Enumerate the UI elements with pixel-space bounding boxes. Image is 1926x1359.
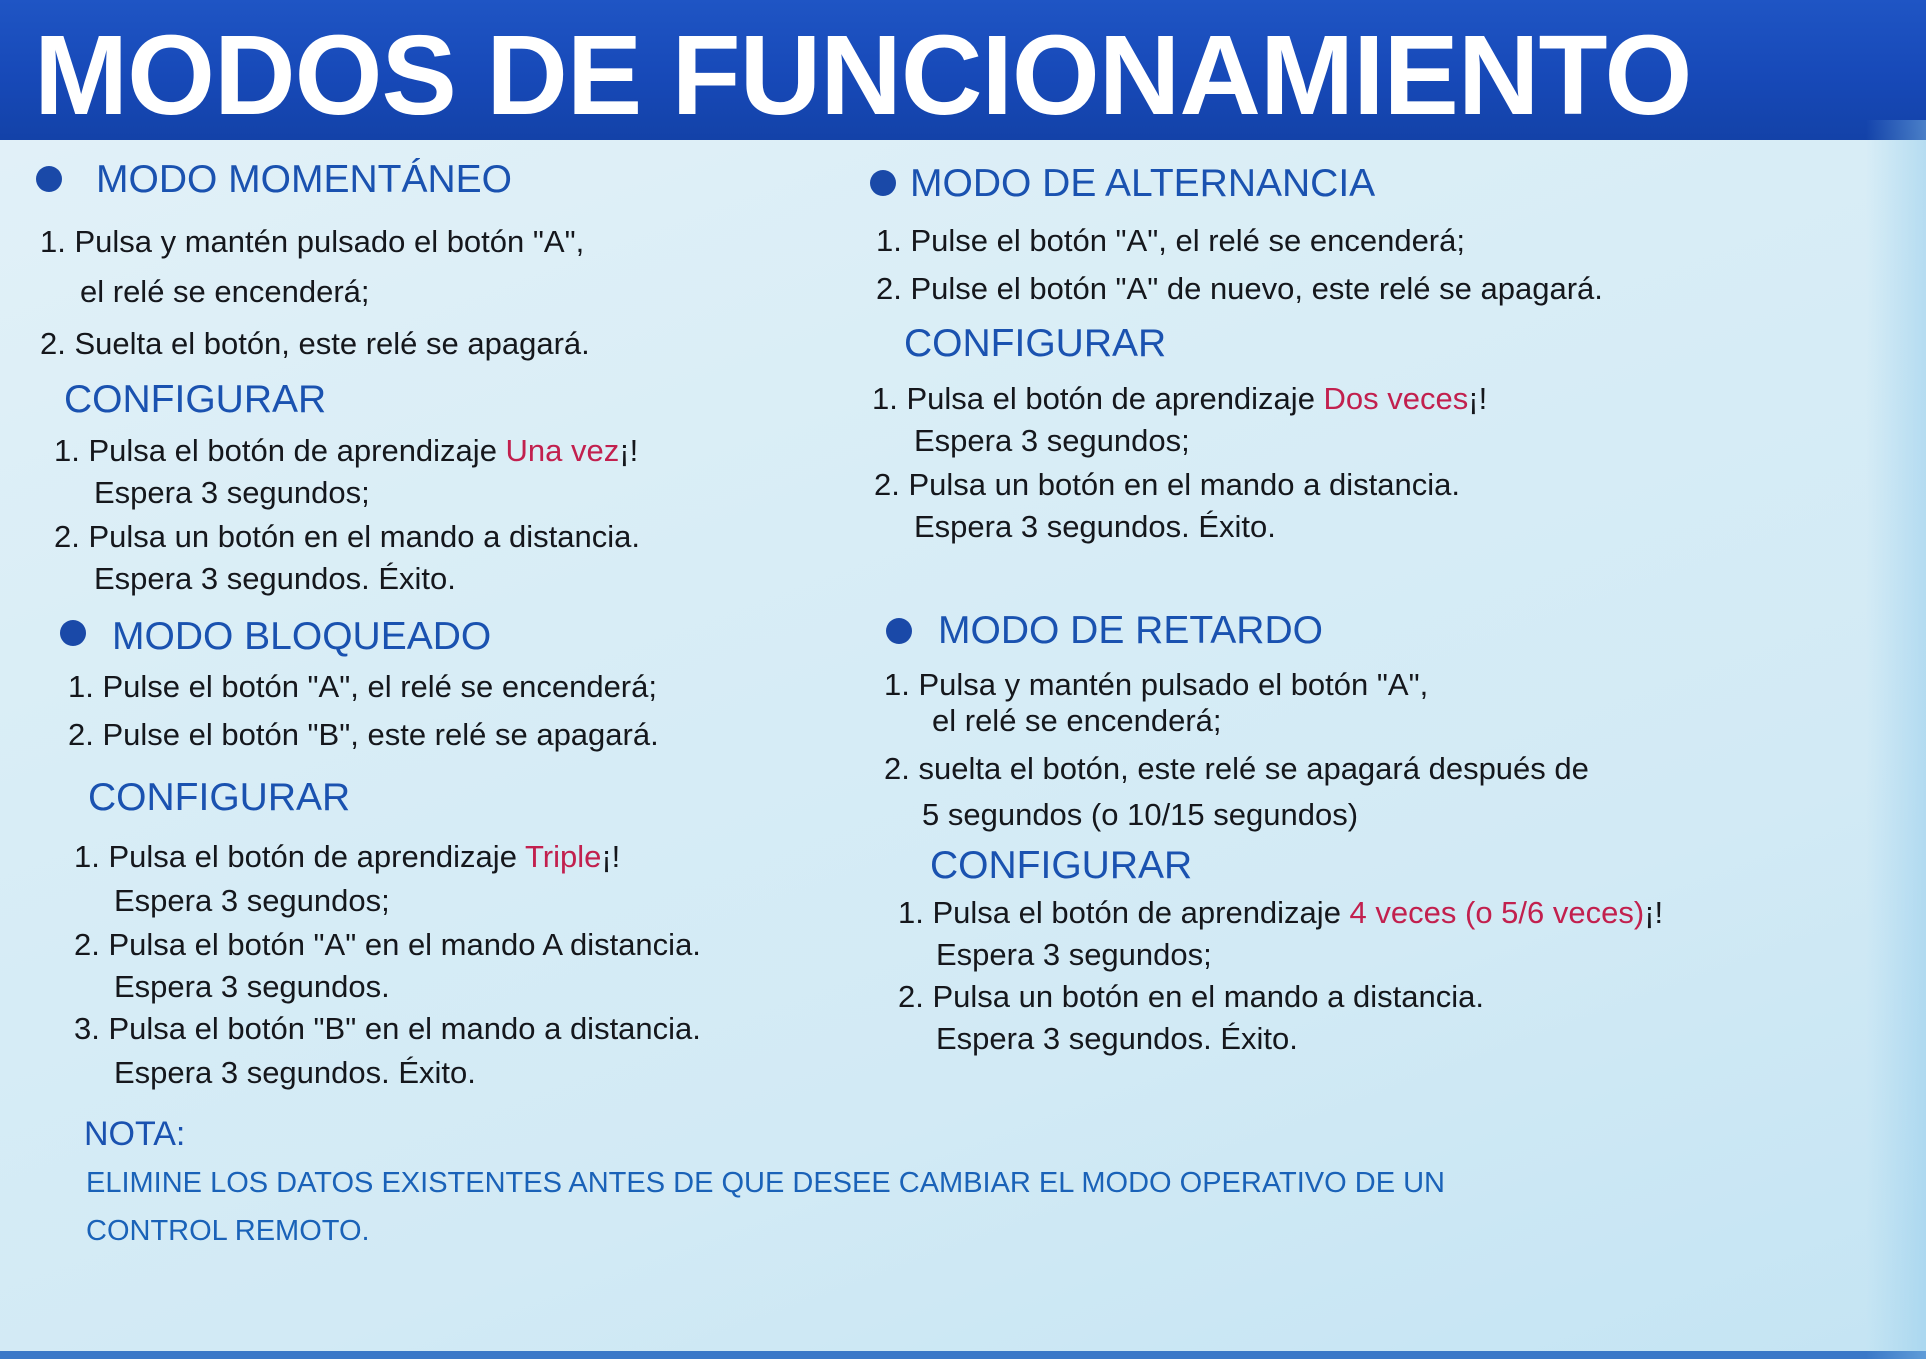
config-heading-bloqueado: CONFIGURAR (88, 776, 351, 819)
highlight-text: Triple (524, 839, 602, 874)
alternancia-config-step-1: 1. Pulsa el botón de aprendizaje Dos veces¡! (872, 381, 1488, 416)
momentaneo-config-step-1: 1. Pulsa el botón de aprendizaje Una vez¡! (54, 433, 639, 468)
alternancia-step-2: 2. Pulse el botón "A" de nuevo, este relé se apagará. (876, 271, 1603, 306)
momentaneo-step-2: 2. Suelta el botón, este relé se apagará. (40, 326, 590, 361)
retardo-step-2-cont: 5 segundos (o 10/15 segundos) (922, 797, 1359, 832)
momentaneo-config-line: Espera 3 segundos. Éxito. (94, 561, 456, 596)
bullet-icon (36, 166, 62, 192)
retardo-config-line: Espera 3 segundos; (936, 937, 1212, 972)
section-heading-alternancia: MODO DE ALTERNANCIA (910, 162, 1376, 205)
bloqueado-config-line: 3. Pulsa el botón "B" en el mando a distancia. (74, 1011, 701, 1046)
retardo-step-1: 1. Pulsa y mantén pulsado el botón "A", (884, 667, 1429, 702)
highlight-text: Una vez (505, 433, 620, 468)
momentaneo-config-line: Espera 3 segundos; (94, 475, 370, 510)
bloqueado-config-step-1: 1. Pulsa el botón de aprendizaje Triple¡! (74, 839, 621, 874)
title-banner (0, 0, 1926, 140)
bloqueado-step-1: 1. Pulse el botón "A", el relé se encenderá; (68, 669, 657, 704)
section-heading-momentaneo: MODO MOMENTÁNEO (96, 158, 512, 201)
bullet-icon (60, 620, 86, 646)
retardo-step-1-cont: el relé se encenderá; (932, 703, 1222, 738)
alternancia-config-line: 2. Pulsa un botón en el mando a distancia. (874, 467, 1460, 502)
bottom-edge (0, 1351, 1926, 1359)
note-line: ELIMINE LOS DATOS EXISTENTES ANTES DE QUE DESEE CAMBIAR EL MODO OPERATIVO DE UN (86, 1167, 1445, 1199)
section-heading-retardo: MODO DE RETARDO (938, 609, 1323, 652)
alternancia-config-line: Espera 3 segundos; (914, 423, 1190, 458)
section-heading-bloqueado: MODO BLOQUEADO (112, 615, 492, 658)
momentaneo-step-1-cont: el relé se encenderá; (80, 274, 370, 309)
highlight-text: 4 veces (o 5/6 veces) (1349, 895, 1645, 930)
alternancia-step-1: 1. Pulse el botón "A", el relé se encenderá; (876, 223, 1465, 258)
bloqueado-config-line: 2. Pulsa el botón "A" en el mando A distancia. (74, 927, 701, 962)
config-heading-momentaneo: CONFIGURAR (64, 378, 327, 421)
config-heading-retardo: CONFIGURAR (930, 844, 1193, 887)
highlight-text: Dos veces (1323, 381, 1469, 416)
momentaneo-config-line: 2. Pulsa un botón en el mando a distancia. (54, 519, 640, 554)
note-line: CONTROL REMOTO. (86, 1215, 370, 1247)
bullet-icon (870, 170, 896, 196)
retardo-step-2: 2. suelta el botón, este relé se apagará después de (884, 751, 1589, 786)
bloqueado-config-line: Espera 3 segundos; (114, 883, 390, 918)
alternancia-config-line: Espera 3 segundos. Éxito. (914, 509, 1276, 544)
momentaneo-step-1: 1. Pulsa y mantén pulsado el botón "A", (40, 224, 585, 259)
bloqueado-config-line: Espera 3 segundos. Éxito. (114, 1055, 476, 1090)
page-title: MODOS DE FUNCIONAMIENTO (34, 12, 1692, 138)
bloqueado-config-line: Espera 3 segundos. (114, 969, 390, 1004)
note-label: NOTA: (84, 1115, 186, 1153)
bullet-icon (886, 618, 912, 644)
retardo-config-line: Espera 3 segundos. Éxito. (936, 1021, 1298, 1056)
config-heading-alternancia: CONFIGURAR (904, 322, 1167, 365)
retardo-config-step-1: 1. Pulsa el botón de aprendizaje 4 veces (o 5/6 veces)¡! (898, 895, 1664, 930)
bloqueado-step-2: 2. Pulse el botón "B", este relé se apagará. (68, 717, 659, 752)
retardo-config-line: 2. Pulsa un botón en el mando a distancia. (898, 979, 1484, 1014)
